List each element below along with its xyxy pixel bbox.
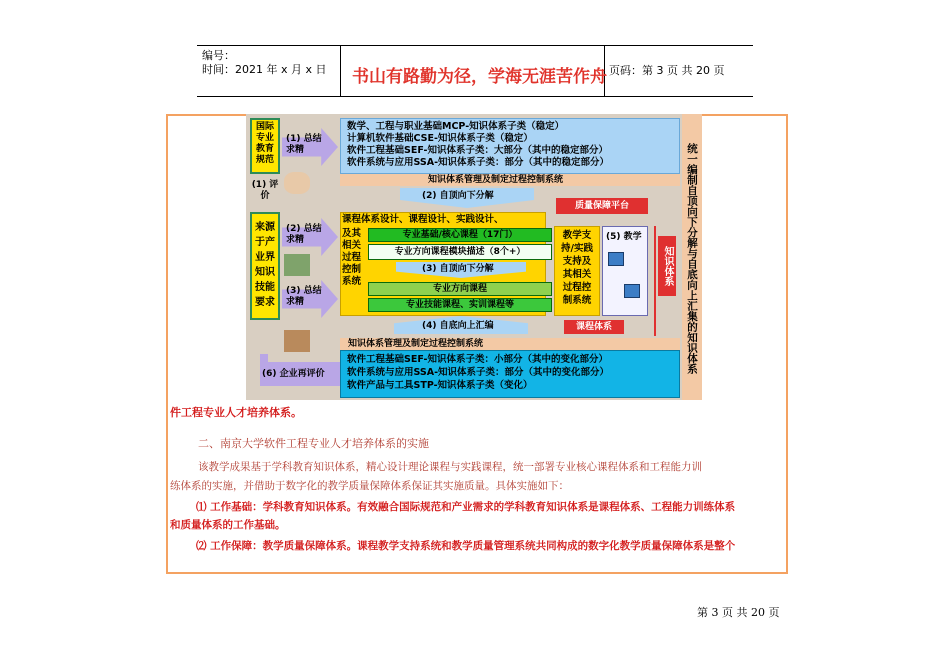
bottom-knowledge-box bbox=[340, 350, 680, 398]
body-line-7: ⑵ 工作保障：教学质量保障体系。课程教学支持系统和教学质量管理系统共同构成的数字化教学质量保障体系是整个 bbox=[196, 540, 736, 552]
footer-page: 第 3 页 共 20 页 bbox=[697, 606, 780, 619]
arrow-3-label: (3) 总结求精 bbox=[286, 286, 322, 307]
bottom-line-3: 软件产品与工具STP-知识体系子类（变化） bbox=[347, 380, 533, 391]
top-line-4: 软件系统与应用SSA-知识体系子类：部分（其中的稳定部分） bbox=[347, 157, 610, 168]
photo-3 bbox=[284, 330, 310, 352]
teaching-support-box: 教学支持/实践支持及其相关过程控制系统 bbox=[554, 226, 600, 316]
course-design-label: 课程体系设计、课程设计、实践设计、 bbox=[342, 214, 504, 225]
top-knowledge-box bbox=[340, 118, 680, 174]
arrow-1-label: (1) 总结求精 bbox=[286, 134, 322, 155]
photo-2 bbox=[284, 254, 310, 276]
computer-icon-2 bbox=[624, 284, 640, 298]
topdown-2-label: (2) 自顶向下分解 bbox=[422, 191, 494, 201]
industry-requirement-box: 来源于产业界知识技能要求 bbox=[250, 212, 280, 320]
bottom-line-2: 软件系统与应用SSA-知识体系子类：部分（其中的变化部分） bbox=[347, 367, 610, 378]
body-line-4: 练体系的实施，并借助于数字化的教学质量保障体系保证其实施质量。具体实施如下： bbox=[170, 480, 569, 492]
course-side-label: 及其相关过程控制系统 bbox=[342, 228, 362, 287]
module-desc-box: 专业方向课程模块描述（8个+） bbox=[368, 244, 552, 260]
header-top-rule bbox=[197, 45, 753, 46]
quality-platform-box: 质量保障平台 bbox=[556, 198, 648, 214]
skill-course-box: 专业技能课程、实训课程等 bbox=[368, 298, 552, 312]
top-line-1: 数学、工程与职业基础MCP-知识体系子类（稳定） bbox=[347, 121, 565, 132]
teaching-5-label: (5) 教学 bbox=[606, 232, 642, 242]
top-mgmt-label: 知识体系管理及制定过程控制系统 bbox=[428, 175, 564, 185]
body-line-5: ⑴ 工作基础：学科教育知识体系。有效融合国际规范和产业需求的学科教育知识体系是课程体系、工程能力训练体系 bbox=[196, 501, 736, 513]
header-divider-left bbox=[340, 46, 341, 96]
knowledge-system-box: 知识体系 bbox=[658, 236, 676, 296]
eval-6-label: (6) 企业再评价 bbox=[262, 369, 325, 379]
bottom-line-1: 软件工程基础SEF-知识体系子类：小部分（其中的变化部分） bbox=[347, 354, 608, 365]
header-page-label: 页码：第 3 页 共 20 页 bbox=[609, 64, 725, 77]
header-bottom-rule bbox=[197, 96, 753, 97]
header-number-label: 编号： bbox=[202, 49, 235, 62]
diagram bbox=[246, 114, 702, 400]
top-line-2: 计算机软件基础CSE-知识体系子类（稳定） bbox=[347, 133, 533, 144]
header-motto: 书山有路勤为径，学海无涯苦作舟 bbox=[352, 67, 607, 87]
photo-1 bbox=[284, 172, 310, 194]
arrow-2-label: (2) 总结求精 bbox=[286, 224, 322, 245]
body-line-1: 件工程专业人才培养体系。 bbox=[170, 406, 302, 419]
body-line-6: 和质量体系的工作基础。 bbox=[170, 519, 286, 531]
top-line-3: 软件工程基础SEF-知识体系子类：大部分（其中的稳定部分） bbox=[347, 145, 608, 156]
body-line-3: 该教学成果基于学科教育知识体系，精心设计理论课程与实践课程，统一部署专业核心课程体系和工程能力训 bbox=[198, 461, 702, 473]
bottom-mgmt-label: 知识体系管理及制定过程控制系统 bbox=[348, 339, 484, 349]
header-time-label: 时间：2021 年 x 月 x 日 bbox=[202, 63, 327, 76]
intl-standard-box: 国际专业教育规范 bbox=[250, 118, 280, 174]
core-course-box: 专业基础/核心课程（17门） bbox=[368, 228, 552, 242]
eval-1-label: (1) 评价 bbox=[251, 180, 279, 201]
right-vertical-box: 统一编制自顶向下分解与自底向上汇集的知识体系 bbox=[682, 114, 702, 400]
course-system-box: 课程体系 bbox=[564, 320, 624, 334]
bottomup-4-label: (4) 自底向上汇编 bbox=[422, 321, 494, 331]
topdown-3-label: (3) 自顶向下分解 bbox=[422, 264, 494, 274]
direction-course-box: 专业方向课程 bbox=[368, 282, 552, 296]
computer-icon bbox=[608, 252, 624, 266]
section-heading: 二、南京大学软件工程专业人才培养体系的实施 bbox=[198, 437, 429, 450]
